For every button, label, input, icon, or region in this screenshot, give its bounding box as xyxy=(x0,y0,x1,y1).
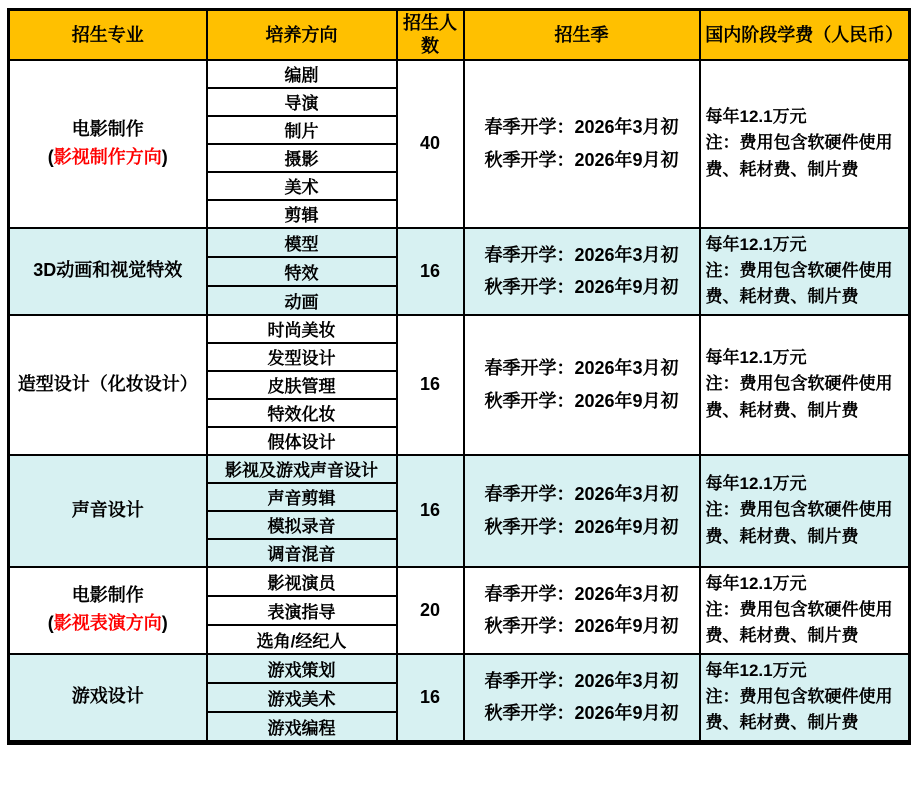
header-major: 招生专业 xyxy=(9,10,207,60)
major-note xyxy=(12,610,204,638)
fee-cell xyxy=(700,60,910,228)
direction-cell: 影视演员 xyxy=(207,567,397,596)
major-name: 声音设计 xyxy=(71,499,144,520)
fee-amount-line: 每年12.1万元 xyxy=(705,348,807,368)
direction-cell: 影视及游戏声音设计 xyxy=(207,455,397,483)
table-row xyxy=(9,567,910,596)
season-cell xyxy=(464,315,700,455)
note-close-paren: ) xyxy=(161,613,168,634)
note-open-paren: ( xyxy=(47,613,54,634)
note-red-text: 影视表演方向 xyxy=(53,613,162,634)
fee-text xyxy=(706,232,906,311)
major-name: 游戏设计 xyxy=(71,686,144,707)
table-row xyxy=(9,60,910,88)
count-cell: 16 xyxy=(397,228,464,315)
fee-amount-line: 每年12.1万元 xyxy=(705,474,807,494)
season-cell xyxy=(464,455,700,567)
season-autumn-line: 秋季开学：2026年9月初 xyxy=(484,149,679,170)
season-spring-line: 春季开学：2026年3月初 xyxy=(484,484,679,505)
fee-cell xyxy=(700,315,910,455)
season-spring-line: 春季开学：2026年3月初 xyxy=(484,358,679,379)
direction-cell: 剪辑 xyxy=(207,200,397,228)
direction-cell: 美术 xyxy=(207,172,397,200)
direction-cell: 制片 xyxy=(207,116,397,144)
direction-cell: 发型设计 xyxy=(207,343,397,371)
major-cell xyxy=(9,654,207,743)
fee-text xyxy=(706,658,906,737)
fee-text xyxy=(706,104,906,183)
table-row xyxy=(9,654,910,683)
fee-note-line: 注：费用包含软硬件使用费、耗材费、制片费 xyxy=(705,686,893,733)
fee-amount-line: 每年12.1万元 xyxy=(705,234,807,254)
major-name: 3D动画和视觉特效 xyxy=(33,260,183,281)
direction-cell: 声音剪辑 xyxy=(207,483,397,511)
fee-note-line: 注：费用包含软硬件使用费、耗材费、制片费 xyxy=(705,133,893,179)
table-row xyxy=(9,315,910,343)
fee-amount-line: 每年12.1万元 xyxy=(705,573,807,593)
fee-cell xyxy=(700,455,910,567)
fee-amount-line: 每年12.1万元 xyxy=(705,106,807,126)
fee-cell xyxy=(700,228,910,315)
direction-cell: 调音混音 xyxy=(207,539,397,567)
count-cell: 20 xyxy=(397,567,464,654)
direction-cell: 假体设计 xyxy=(207,427,397,455)
header-row xyxy=(9,10,910,60)
fee-note-line: 注：费用包含软硬件使用费、耗材费、制片费 xyxy=(705,599,893,646)
fee-note-line: 注：费用包含软硬件使用费、耗材费、制片费 xyxy=(705,374,893,420)
header-count: 招生人数 xyxy=(397,10,464,60)
major-note xyxy=(12,144,204,172)
table-row xyxy=(9,455,910,483)
major-name: 电影制作 xyxy=(71,118,144,139)
major-cell xyxy=(9,60,207,228)
table-body xyxy=(9,60,910,743)
count-cell: 16 xyxy=(397,654,464,743)
fee-amount-line: 每年12.1万元 xyxy=(705,660,807,680)
count-cell: 16 xyxy=(397,455,464,567)
season-autumn-line: 秋季开学：2026年9月初 xyxy=(484,516,679,537)
direction-cell: 编剧 xyxy=(207,60,397,88)
fee-cell xyxy=(700,654,910,743)
table-row xyxy=(9,228,910,257)
fee-text xyxy=(706,471,906,550)
major-cell xyxy=(9,228,207,315)
direction-cell: 特效化妆 xyxy=(207,399,397,427)
direction-cell: 选角/经纪人 xyxy=(207,625,397,654)
season-spring-line: 春季开学：2026年3月初 xyxy=(484,670,679,691)
season-cell xyxy=(464,60,700,228)
fee-cell xyxy=(700,567,910,654)
fee-note-line: 注：费用包含软硬件使用费、耗材费、制片费 xyxy=(705,260,893,307)
count-cell: 40 xyxy=(397,60,464,228)
enrollment-table xyxy=(7,8,911,745)
direction-cell: 游戏编程 xyxy=(207,712,397,742)
direction-cell: 模型 xyxy=(207,228,397,257)
season-autumn-line: 秋季开学：2026年9月初 xyxy=(484,390,679,411)
major-name: 电影制作 xyxy=(71,585,144,606)
count-cell: 16 xyxy=(397,315,464,455)
season-spring-line: 春季开学：2026年3月初 xyxy=(484,117,679,138)
direction-cell: 游戏策划 xyxy=(207,654,397,683)
major-name: 造型设计（化妆设计） xyxy=(17,373,198,394)
season-spring-line: 春季开学：2026年3月初 xyxy=(484,583,679,604)
major-cell xyxy=(9,567,207,654)
direction-cell: 表演指导 xyxy=(207,596,397,625)
direction-cell: 模拟录音 xyxy=(207,511,397,539)
note-red-text: 影视制作方向 xyxy=(53,146,162,167)
season-spring-line: 春季开学：2026年3月初 xyxy=(484,244,679,265)
note-open-paren: ( xyxy=(47,146,54,167)
season-cell xyxy=(464,228,700,315)
direction-cell: 摄影 xyxy=(207,144,397,172)
season-autumn-line: 秋季开学：2026年9月初 xyxy=(484,277,679,298)
fee-text xyxy=(706,345,906,424)
major-cell xyxy=(9,455,207,567)
direction-cell: 特效 xyxy=(207,257,397,286)
header-direction: 培养方向 xyxy=(207,10,397,60)
season-cell xyxy=(464,654,700,743)
fee-note-line: 注：费用包含软硬件使用费、耗材费、制片费 xyxy=(705,500,893,546)
direction-cell: 游戏美术 xyxy=(207,683,397,712)
header-fee: 国内阶段学费（人民币） xyxy=(700,10,910,60)
header-season: 招生季 xyxy=(464,10,700,60)
major-cell xyxy=(9,315,207,455)
direction-cell: 动画 xyxy=(207,286,397,315)
direction-cell: 皮肤管理 xyxy=(207,371,397,399)
direction-cell: 时尚美妆 xyxy=(207,315,397,343)
tuition-table-wrapper xyxy=(7,8,908,745)
note-close-paren: ) xyxy=(161,146,168,167)
season-autumn-line: 秋季开学：2026年9月初 xyxy=(484,703,679,724)
season-autumn-line: 秋季开学：2026年9月初 xyxy=(484,616,679,637)
direction-cell: 导演 xyxy=(207,88,397,116)
fee-text xyxy=(706,571,906,650)
season-cell xyxy=(464,567,700,654)
